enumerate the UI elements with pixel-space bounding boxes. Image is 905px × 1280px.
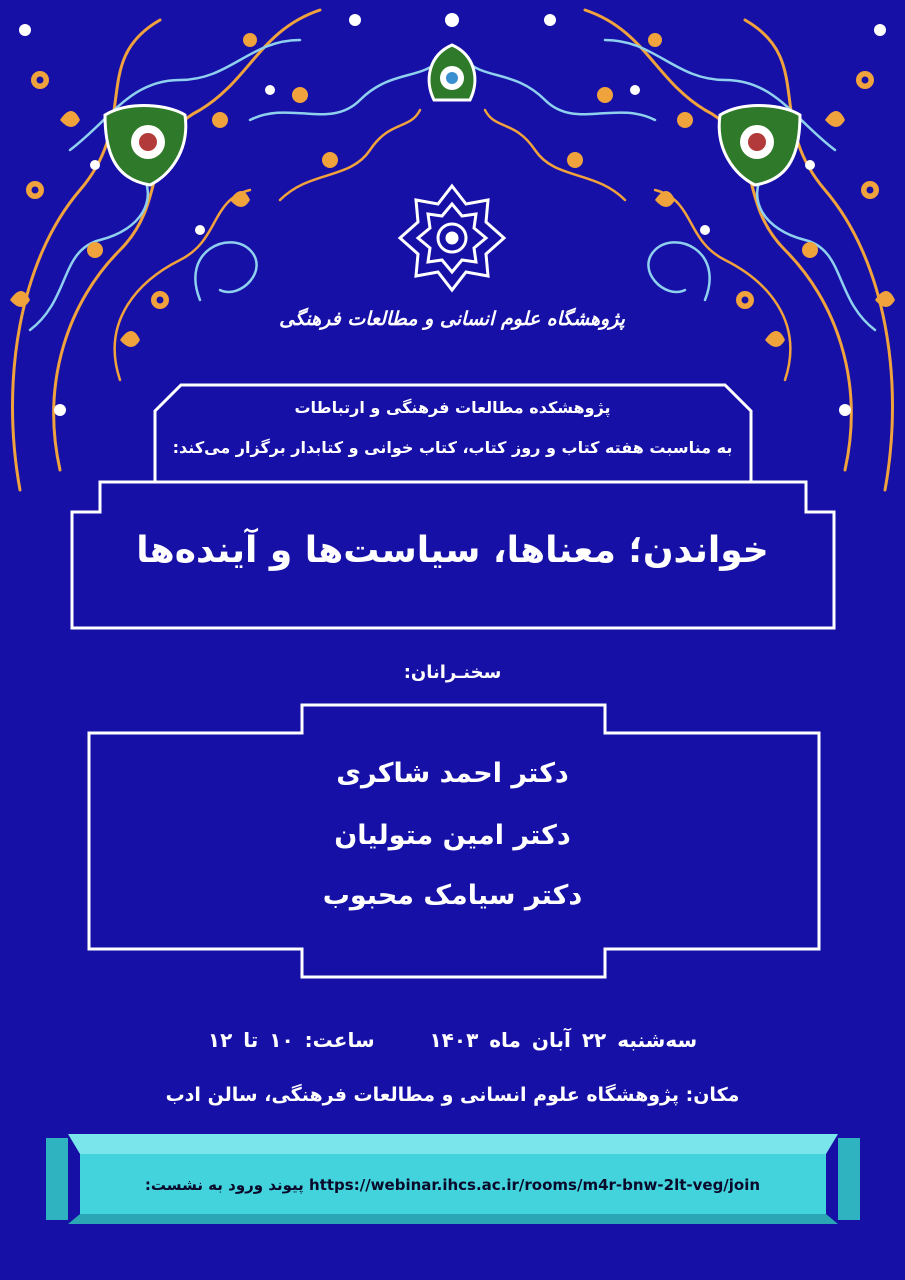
speaker-name: دکتر امین متولیان xyxy=(334,820,571,851)
speaker-name: دکتر احمد شاکری xyxy=(336,758,569,789)
join-link-label: پیوند ورود به نشست: xyxy=(144,1176,304,1194)
speakers-label: سخنـرانان: xyxy=(403,662,502,683)
header-line-2: به مناسبت هفته کتاب و روز کتاب، کتاب خوانی و کتابدار برگزار می‌کند: xyxy=(172,438,733,457)
join-link[interactable] xyxy=(70,1176,835,1194)
header-line-1: پژوهشکده مطالعات فرهنگی و ارتباطات xyxy=(294,398,611,417)
event-title: خواندن؛ معناها، سیاست‌ها و آینده‌ها xyxy=(136,530,769,571)
date-time: سه‌شنبه ۲۲ آبان ماه ۱۴۰۳ ساعت: ۱۰ تا ۱۲ xyxy=(207,1028,698,1052)
institute-name: پژوهشگاه علوم انسانی و مطالعات فرهنگی xyxy=(279,308,625,330)
join-link-url[interactable]: https://webinar.ihcs.ac.ir/rooms/m4r-bnw-2lt-veg/join xyxy=(309,1176,761,1194)
venue: مکان: پژوهشگاه علوم انسانی و مطالعات فرهنگی، سالن ادب xyxy=(165,1084,740,1106)
speaker-name: دکتر سیامک محبوب xyxy=(322,880,583,911)
star-rosette-logo-icon xyxy=(400,186,504,290)
